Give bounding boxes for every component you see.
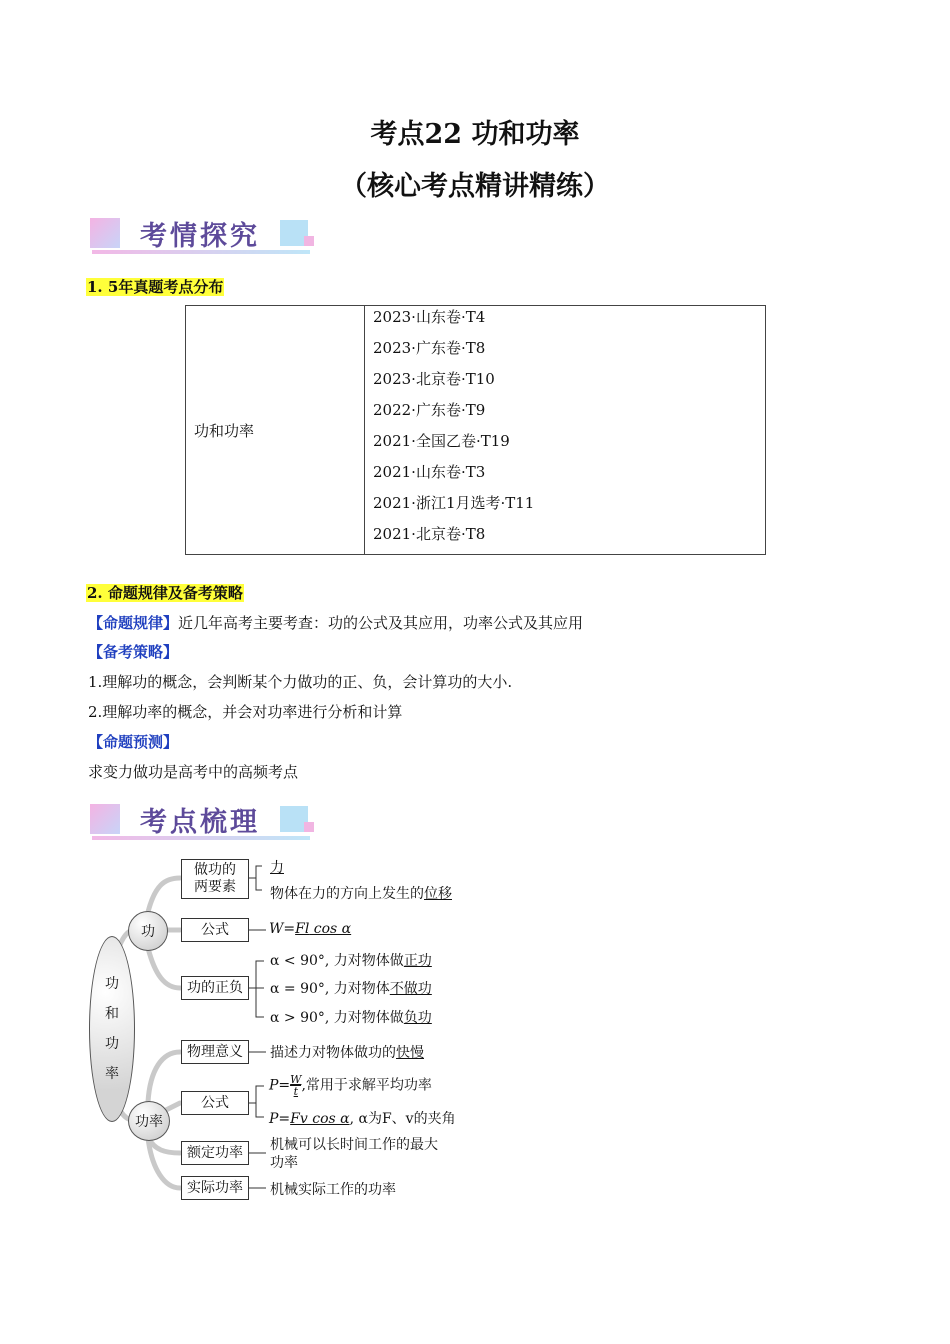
sign-term: 负功: [403, 1010, 432, 1026]
strategy-item-1: 1.理解功的概念，会判断某个力做功的正、负，会计算功的大小.: [88, 673, 513, 691]
work-elements-box: [181, 859, 249, 899]
work-sign-box: 功的正负: [181, 976, 249, 1000]
strategy-tag: 【备考策略】: [88, 643, 179, 661]
work-formula-box: 公式: [181, 918, 249, 942]
power-meaning-box: 物理意义: [181, 1040, 249, 1064]
power-meaning: [270, 1042, 424, 1062]
page-title: 考点22 功和功率: [370, 119, 580, 150]
root-char: 功: [105, 1036, 119, 1052]
list-item: 2021·山东卷·T3: [373, 463, 486, 481]
rated-power-box: 额定功率: [181, 1141, 249, 1165]
box-line: 做功的: [194, 862, 236, 878]
list-item: 2023·山东卷·T4: [373, 308, 486, 326]
list-item: 2023·北京卷·T10: [373, 370, 495, 388]
rated-power-desc: [270, 1136, 438, 1172]
section-heading-distribution: 1. 5年真题考点分布: [87, 278, 224, 296]
meaning-text: 描述力对物体做功的: [270, 1045, 396, 1061]
element-displacement-term: 位移: [424, 886, 452, 902]
formula-part: Fv cos α: [290, 1111, 350, 1127]
root-node: [89, 936, 135, 1122]
sign-text: α = 90°, 力对物体: [270, 981, 390, 997]
list-item: 2021·浙江1月选考·T11: [373, 494, 535, 512]
formula-note: , α为F、v的夹角: [349, 1111, 456, 1127]
predict-text: 求变力做功是高考中的高频考点: [88, 763, 299, 781]
rule-tag: 【命题规律】: [88, 614, 179, 632]
actual-power-desc: 机械实际工作的功率: [270, 1182, 396, 1198]
meaning-term: 快慢: [396, 1045, 424, 1061]
fraction-numerator: W: [290, 1073, 302, 1086]
root-char: 率: [105, 1066, 119, 1082]
power-formula-box: 公式: [181, 1091, 249, 1115]
sign-obtuse: [270, 1007, 432, 1027]
list-item: 2022·广东卷·T9: [373, 401, 486, 419]
formula-part: P=: [269, 1111, 291, 1127]
sign-term: 不做功: [389, 981, 432, 997]
list-item: 2021·北京卷·T8: [373, 525, 486, 543]
formula-part: cos α: [309, 921, 352, 937]
formula-fraction: [290, 1074, 301, 1097]
table-topic-cell: 功和功率: [186, 306, 365, 555]
list-item: 2023·广东卷·T8: [373, 339, 486, 357]
work-formula: [269, 921, 351, 937]
sign-right: [270, 978, 432, 998]
fraction-denominator: t: [293, 1085, 299, 1098]
power-formula-instant: [269, 1108, 456, 1128]
work-node: 功: [128, 911, 168, 951]
formula-part: P=: [269, 1077, 291, 1094]
actual-power-box: 实际功率: [181, 1176, 249, 1200]
section-heading-strategy: 2. 命题规律及备考策略: [87, 584, 243, 602]
sign-acute: [270, 950, 432, 970]
predict-tag: 【命题预测】: [88, 733, 179, 751]
sign-text: α < 90°, 力对物体做: [270, 953, 404, 969]
element-displacement-prefix: 物体在力的方向上发生的: [270, 886, 424, 902]
element-displacement: [270, 883, 452, 903]
power-node: 功率: [128, 1101, 170, 1141]
list-item: 2021·全国乙卷·T19: [373, 432, 510, 450]
banner-label: 考点梳理: [140, 807, 260, 838]
formula-note: ,常用于求解平均功率: [301, 1077, 432, 1094]
element-force: 力: [270, 860, 284, 876]
power-formula-average: [269, 1074, 432, 1097]
desc-line: 功率: [270, 1155, 298, 1171]
strategy-item-2: 2.理解功率的概念，并会对功率进行分析和计算: [88, 703, 403, 721]
box-line: 两要素: [194, 879, 236, 895]
sign-term: 正功: [403, 953, 432, 969]
formula-part: Fl: [295, 921, 310, 937]
formula-part: W=: [269, 921, 296, 937]
page-subtitle: （核心考点精讲精练）: [340, 171, 610, 202]
rule-text: 近几年高考主要考查：功的公式及其应用，功率公式及其应用: [178, 614, 584, 632]
desc-line: 机械可以长时间工作的最大: [270, 1137, 438, 1153]
banner-label: 考情探究: [140, 221, 260, 252]
root-char: 和: [105, 1006, 119, 1022]
sign-text: α > 90°, 力对物体做: [270, 1010, 404, 1026]
root-char: 功: [105, 976, 119, 992]
